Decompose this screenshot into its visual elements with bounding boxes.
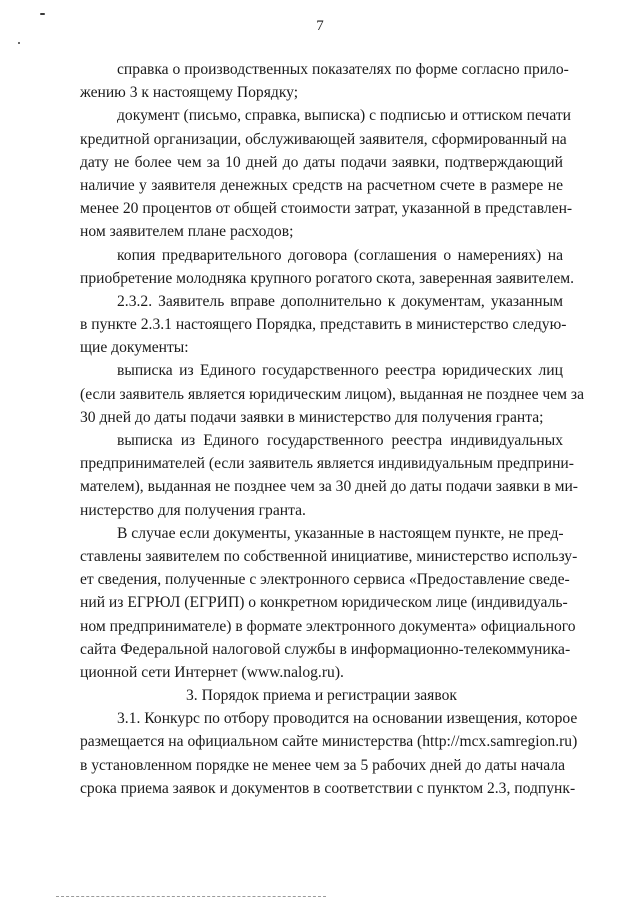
- text-line: кредитной организации, обслуживающей заявителя, сформированный на: [80, 130, 567, 148]
- text-line: ставлены заявителем по собственной инициативе, министерство использу-: [80, 547, 578, 565]
- text-line: менее 20 процентов от общей стоимости затрат, указанной в представлен-: [80, 200, 573, 218]
- text-line: нистерство для получения гранта.: [80, 501, 306, 519]
- text-line: мателем), выданная не позднее чем за 30 дней до даты подачи заявки в ми-: [80, 478, 578, 496]
- text-line: в пункте 2.3.1 настоящего Порядка, представить в министерство следую-: [80, 316, 567, 334]
- text-line: копия предварительного договора (соглашения о намерениях) на: [117, 246, 563, 264]
- section-heading: 3. Порядок приема и регистрации заявок: [186, 687, 457, 705]
- text-line: ционной сети Интернет (www.nalog.ru).: [80, 663, 344, 681]
- text-line: размещается на официальном сайте министерства (http://mcx.samregion.ru): [80, 733, 578, 751]
- text-line: выписка из Единого государственного реестра юридических лиц: [117, 362, 563, 380]
- text-line: справка о производственных показателях по форме согласно прило-: [117, 61, 569, 78]
- text-line: предпринимателей (если заявитель является индивидуальным предприни-: [80, 455, 574, 473]
- text-line: щие документы:: [80, 339, 189, 357]
- text-line: ном заявителем плане расходов;: [80, 223, 294, 241]
- scan-artifact-dot: [18, 42, 20, 44]
- text-line: ном предпринимателе) в формате электронного документа» официального: [80, 617, 576, 635]
- text-line: приобретение молодняка крупного рогатого скота, заверенная заявителем.: [80, 269, 575, 287]
- text-line: ет сведения, полученные с электронного сервиса «Предоставление сведе-: [80, 571, 570, 589]
- text-line: 2.3.2. Заявитель вправе дополнительно к документам, указанным: [117, 292, 563, 310]
- page-number: 7: [316, 18, 324, 34]
- text-line: документ (письмо, справка, выписка) с подписью и оттиском печати: [117, 107, 572, 125]
- text-line: (если заявитель является юридическим лицом), выданная не позднее чем за: [80, 385, 584, 403]
- scan-artifact-dot: [40, 13, 45, 15]
- text-line: срока приема заявок и документов в соответствии с пунктом 2.3, подпунк-: [80, 779, 576, 797]
- text-line: В случае если документы, указанные в настоящем пункте, не пред-: [117, 524, 564, 542]
- text-line: жению 3 к настоящему Порядку;: [80, 84, 299, 102]
- text-line: 30 дней до даты подачи заявки в министерство для получения гранта;: [80, 408, 544, 426]
- text-line: сайта Федеральной налоговой службы в информационно-телекоммуника-: [80, 640, 571, 658]
- text-line: 3.1. Конкурс по отбору проводится на основании извещения, которое: [117, 710, 578, 728]
- text-line: в установленном порядке не менее чем за 5 рабочих дней до даты начала: [80, 756, 566, 774]
- text-line: дату не более чем за 10 дней до даты подачи заявки, подтверждающий: [80, 153, 563, 171]
- text-line: ний из ЕГРЮЛ (ЕГРИП) о конкретном юридическом лице (индивидуаль-: [80, 594, 568, 612]
- scan-bottom-rule: [56, 896, 326, 898]
- text-line: наличие у заявителя денежных средств на расчетном счете в размере не: [80, 176, 563, 194]
- body-text: [80, 58, 584, 800]
- text-line: выписка из Единого государственного реестра индивидуальных: [117, 432, 563, 449]
